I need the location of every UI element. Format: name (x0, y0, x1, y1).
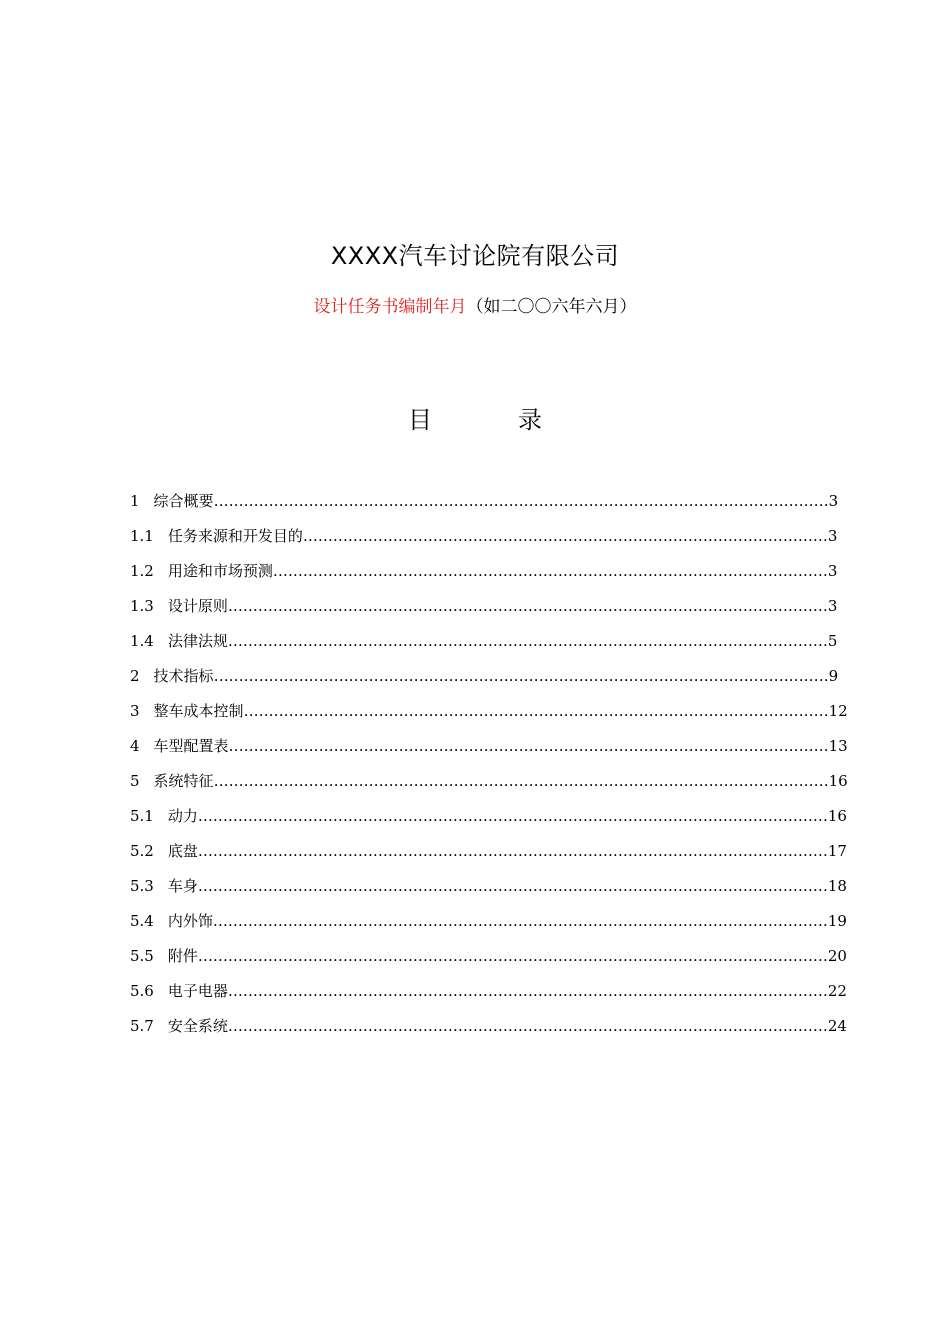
toc-entry-number: 5.3 (130, 877, 154, 895)
toc-entry[interactable] (130, 488, 870, 523)
toc-entry[interactable] (130, 733, 870, 768)
toc-entry-title: 综合概要 (153, 492, 214, 510)
date-label: 设计任务书编制年月 (313, 297, 467, 317)
toc-entry-page: 12 (828, 702, 848, 720)
toc-entry-page: 16 (827, 807, 847, 825)
toc-entry-number: 5 (130, 772, 140, 790)
toc-entry[interactable] (130, 1013, 870, 1048)
toc-entry-page: 16 (828, 772, 848, 790)
toc-entry-page: 18 (827, 877, 847, 895)
toc-entry-number: 5.2 (130, 842, 154, 860)
toc-entry-page: 22 (827, 982, 847, 1000)
toc-entry[interactable] (130, 698, 870, 733)
toc-entry-title: 整车成本控制 (153, 702, 244, 720)
toc-entry-title: 任务来源和开发目的 (167, 527, 303, 545)
toc-entry-number: 2 (130, 667, 140, 685)
toc-entry-title: 内外饰 (167, 912, 213, 930)
document-date-line (0, 292, 950, 317)
toc-entry-title: 车型配置表 (153, 737, 229, 755)
toc-leader-dots: ………………………………………………………………………………………………………… (227, 597, 828, 615)
toc-entry[interactable] (130, 768, 870, 803)
toc-heading-char-2: 录 (518, 406, 542, 434)
toc-entry-title: 底盘 (167, 842, 198, 860)
toc-entry[interactable] (130, 873, 870, 908)
toc-entry-page: 13 (828, 737, 848, 755)
company-name: XXXX汽车讨论院有限公司 (330, 242, 620, 270)
toc-entry[interactable] (130, 663, 870, 698)
toc-entry-number: 1.2 (130, 562, 154, 580)
toc-leader-dots: ………………………………………………………………………………………………………… (227, 1017, 828, 1035)
toc-entry[interactable] (130, 523, 870, 558)
toc-entry-page: 17 (827, 842, 847, 860)
toc-entry-title: 电子电器 (167, 982, 228, 1000)
toc-entry-number: 1.4 (130, 632, 154, 650)
toc-entry-number: 1.1 (130, 527, 154, 545)
toc-entry-title: 系统特征 (153, 772, 214, 790)
toc-entry-number: 5.7 (130, 1017, 154, 1035)
toc-entry-page: 19 (827, 912, 847, 930)
toc-leader-dots: ………………………………………………………………………………………………………… (228, 737, 829, 755)
toc-leader-dots: ……………………………………………………………………………………………………………… (197, 842, 828, 860)
toc-entry-page: 3 (827, 527, 838, 545)
toc-entry-number: 1 (130, 492, 140, 510)
toc-entry-page: 9 (828, 667, 839, 685)
toc-leader-dots: …………………………………………………………………………………………………………… (213, 772, 829, 790)
toc-leader-dots: …………………………………………………………………………………………… (302, 527, 828, 545)
toc-entry[interactable] (130, 978, 870, 1013)
toc-leader-dots: ……………………………………………………………………………………………………………… (197, 807, 828, 825)
toc-leader-dots: …………………………………………………………………………………………………………… (213, 492, 829, 510)
toc-leader-dots: ……………………………………………………………………………………………………………… (197, 877, 828, 895)
toc-leader-dots: ………………………………………………………………………………………………………… (227, 632, 828, 650)
toc-entry-title: 车身 (167, 877, 198, 895)
toc-entry-number: 5.6 (130, 982, 154, 1000)
toc-entry[interactable] (130, 628, 870, 663)
toc-entry-page: 5 (827, 632, 838, 650)
toc-entry-number: 4 (130, 737, 140, 755)
toc-leader-dots: …………………………………………………………………………………………………………… (212, 912, 828, 930)
toc-entry-number: 5.4 (130, 912, 154, 930)
toc-entry-title: 安全系统 (167, 1017, 228, 1035)
toc-leader-dots: ………………………………………………………………………………………………… (272, 562, 828, 580)
toc-entry-number: 3 (130, 702, 140, 720)
toc-entry[interactable] (130, 593, 870, 628)
toc-entry-page: 24 (827, 1017, 847, 1035)
toc-entry-title: 用途和市场预测 (167, 562, 273, 580)
toc-heading-char-1: 目 (408, 406, 432, 434)
toc-leader-dots: ………………………………………………………………………………………………………… (227, 982, 828, 1000)
toc-entry-number: 5.5 (130, 947, 154, 965)
toc-entry-page: 3 (827, 562, 838, 580)
toc-entry-title: 设计原则 (167, 597, 228, 615)
toc-entry-title: 法律法规 (167, 632, 228, 650)
toc-entry-page: 3 (828, 492, 839, 510)
toc-entry-page: 3 (827, 597, 838, 615)
toc-entry-title: 动力 (167, 807, 198, 825)
toc-entry-title: 技术指标 (153, 667, 214, 685)
toc-entry-title: 附件 (167, 947, 198, 965)
toc-entry[interactable] (130, 908, 870, 943)
toc-entry[interactable] (130, 558, 870, 593)
toc-leader-dots: …………………………………………………………………………………………………………… (213, 667, 829, 685)
toc-heading (0, 400, 950, 435)
toc-leader-dots: ……………………………………………………………………………………………………… (243, 702, 829, 720)
toc-entry-number: 1.3 (130, 597, 154, 615)
toc-entry[interactable] (130, 838, 870, 873)
toc-entry[interactable] (130, 803, 870, 838)
table-of-contents (130, 488, 870, 1048)
toc-entry-page: 20 (827, 947, 847, 965)
toc-entry-number: 5.1 (130, 807, 154, 825)
date-example: （如二〇〇六年六月） (466, 297, 637, 317)
toc-leader-dots: ……………………………………………………………………………………………………………… (197, 947, 828, 965)
toc-entry[interactable] (130, 943, 870, 978)
